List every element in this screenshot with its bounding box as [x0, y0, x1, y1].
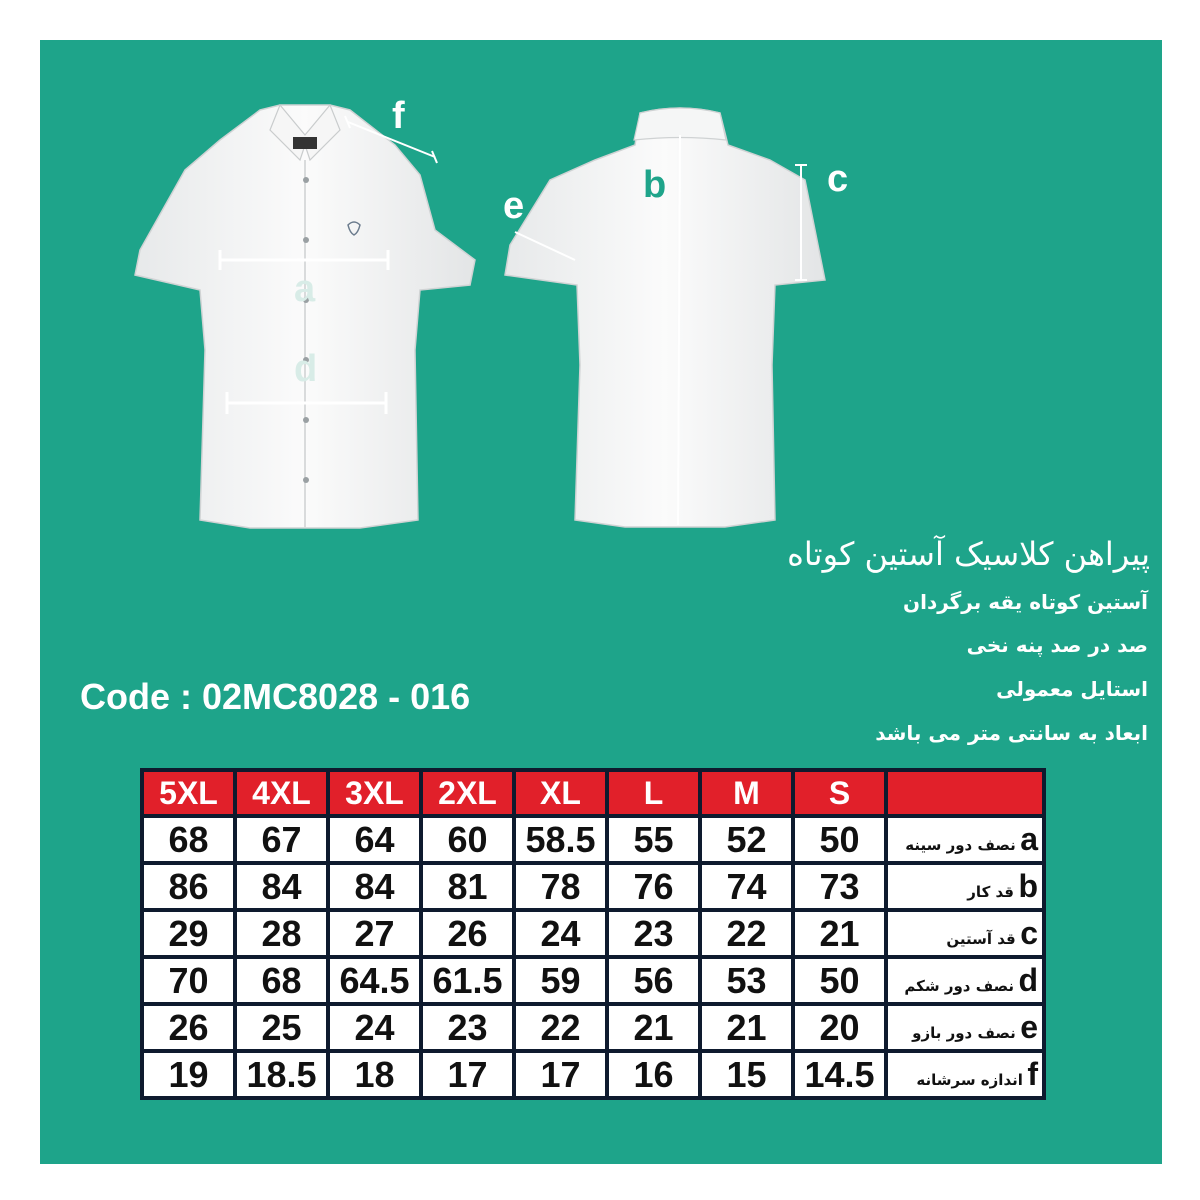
- table-cell: 25: [237, 1006, 326, 1049]
- table-cell: 78: [516, 865, 605, 908]
- table-cell: 86: [144, 865, 233, 908]
- table-row: [144, 865, 1042, 908]
- table-cell: 17: [516, 1053, 605, 1096]
- row-measure-name: نصف دور شکم: [904, 977, 1014, 995]
- size-header-row: [144, 772, 1042, 814]
- table-cell: 68: [144, 818, 233, 861]
- size-header: M: [702, 772, 791, 814]
- feature-fabric: صد در صد پنه نخی: [966, 633, 1148, 657]
- row-label: [888, 912, 1042, 955]
- table-cell: 22: [516, 1006, 605, 1049]
- row-measure-name: قد آستین: [946, 930, 1016, 948]
- table-cell: 58.5: [516, 818, 605, 861]
- table-cell: 24: [516, 912, 605, 955]
- row-label: [888, 959, 1042, 1002]
- row-letter: e: [1020, 1009, 1038, 1045]
- table-cell: 84: [237, 865, 326, 908]
- row-label: [888, 1006, 1042, 1049]
- table-cell: 50: [795, 818, 884, 861]
- table-cell: 70: [144, 959, 233, 1002]
- table-cell: 28: [237, 912, 326, 955]
- table-cell: 22: [702, 912, 791, 955]
- feature-collar: آستین کوتاه یقه برگردان: [903, 590, 1148, 614]
- table-cell: 18: [330, 1053, 419, 1096]
- table-cell: 52: [702, 818, 791, 861]
- table-cell: 23: [609, 912, 698, 955]
- table-cell: 24: [330, 1006, 419, 1049]
- table-cell: 20: [795, 1006, 884, 1049]
- table-cell: 67: [237, 818, 326, 861]
- product-code: Code : 02MC8028 - 016: [80, 676, 471, 717]
- table-row: [144, 1053, 1042, 1096]
- table-cell: 68: [237, 959, 326, 1002]
- table-cell: 18.5: [237, 1053, 326, 1096]
- table-cell: 21: [795, 912, 884, 955]
- row-letter: d: [1018, 962, 1038, 998]
- table-cell: 74: [702, 865, 791, 908]
- product-title: پیراهن کلاسیک آستین کوتاه: [787, 535, 1150, 573]
- row-measure-name: قد کار: [967, 883, 1014, 901]
- table-cell: 59: [516, 959, 605, 1002]
- table-cell: 21: [702, 1006, 791, 1049]
- table-cell: 64: [330, 818, 419, 861]
- table-cell: 14.5: [795, 1053, 884, 1096]
- row-letter: f: [1027, 1056, 1038, 1092]
- row-label: [888, 1053, 1042, 1096]
- row-label: [888, 865, 1042, 908]
- label-d: d: [294, 348, 318, 390]
- label-f: f: [392, 95, 405, 137]
- size-header: 3XL: [330, 772, 419, 814]
- feature-style: استایل معمولی: [996, 677, 1148, 701]
- table-cell: 61.5: [423, 959, 512, 1002]
- size-header: S: [795, 772, 884, 814]
- table-cell: 26: [423, 912, 512, 955]
- table-cell: 27: [330, 912, 419, 955]
- table-cell: 16: [609, 1053, 698, 1096]
- table-row: [144, 818, 1042, 861]
- table-cell: 56: [609, 959, 698, 1002]
- size-header: 4XL: [237, 772, 326, 814]
- row-letter: a: [1020, 821, 1038, 857]
- table-cell: 29: [144, 912, 233, 955]
- table-cell: 60: [423, 818, 512, 861]
- label-c: c: [827, 158, 849, 200]
- feature-units: ابعاد به سانتی متر می باشد: [875, 721, 1148, 745]
- row-label: [888, 818, 1042, 861]
- table-cell: 84: [330, 865, 419, 908]
- back-shirt-image: [500, 105, 860, 535]
- table-cell: 19: [144, 1053, 233, 1096]
- row-measure-name: نصف دور سینه: [905, 836, 1016, 854]
- table-cell: 53: [702, 959, 791, 1002]
- table-cell: 64.5: [330, 959, 419, 1002]
- row-letter: b: [1018, 868, 1038, 904]
- row-measure-name: نصف دور بازو: [912, 1024, 1016, 1042]
- collar-tag-icon: [293, 137, 317, 149]
- table-cell: 81: [423, 865, 512, 908]
- label-b: b: [643, 164, 667, 206]
- size-header: 5XL: [144, 772, 233, 814]
- size-header: XL: [516, 772, 605, 814]
- table-cell: 76: [609, 865, 698, 908]
- size-table: [140, 768, 1046, 1100]
- label-e: e: [503, 185, 525, 227]
- size-header: 2XL: [423, 772, 512, 814]
- table-row: [144, 912, 1042, 955]
- table-cell: 73: [795, 865, 884, 908]
- label-a: a: [294, 268, 316, 310]
- table-cell: 21: [609, 1006, 698, 1049]
- table-cell: 26: [144, 1006, 233, 1049]
- table-cell: 23: [423, 1006, 512, 1049]
- table-row: [144, 959, 1042, 1002]
- table-cell: 17: [423, 1053, 512, 1096]
- table-cell: 15: [702, 1053, 791, 1096]
- row-measure-name: اندازه سرشانه: [916, 1071, 1023, 1089]
- row-letter: c: [1020, 915, 1038, 951]
- size-header: L: [609, 772, 698, 814]
- corner-cell: [888, 772, 1042, 814]
- table-cell: 55: [609, 818, 698, 861]
- table-cell: 50: [795, 959, 884, 1002]
- table-row: [144, 1006, 1042, 1049]
